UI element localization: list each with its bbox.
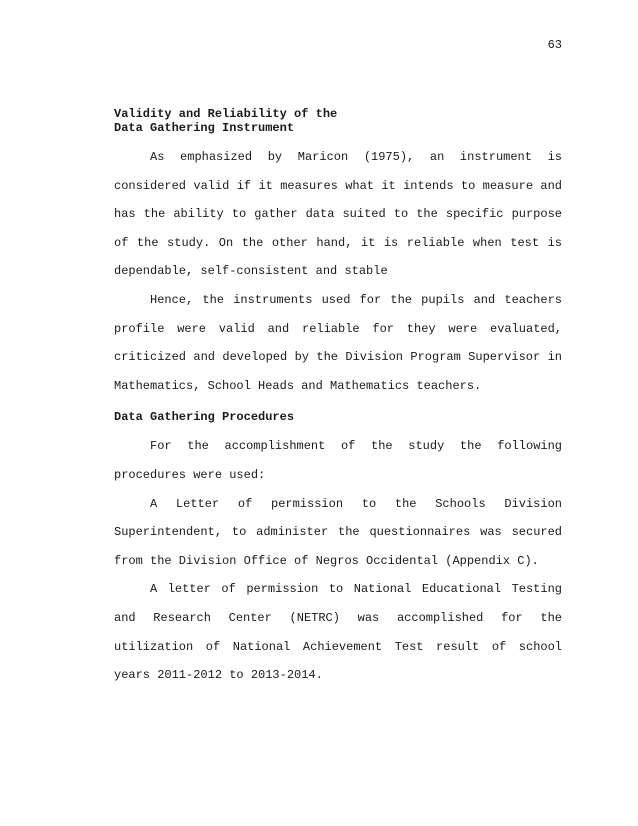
section-heading-procedures xyxy=(114,410,562,424)
paragraph: A Letter of permission to the Schools Division Superintendent, to administer the questionnaires was secured from the Division Office of Negros Occidental (Appendix C). xyxy=(114,496,562,568)
paragraph: As emphasized by Maricon (1975), an instrument is considered valid if it measures what it intends to measure and has the ability to gather data suited to the specific purpose of the study. On the other hand, it is reliable when test is dependable, self-consistent and stable xyxy=(114,150,562,279)
document-body xyxy=(114,107,562,690)
heading-line: Data Gathering Instrument xyxy=(114,121,295,135)
heading-line: Validity and Reliability of the xyxy=(114,107,338,121)
page-number: 63 xyxy=(547,38,562,52)
section-heading-validity xyxy=(114,107,562,135)
paragraph: Hence, the instruments used for the pupils and teachers profile were valid and reliable for they were evaluated, criticized and developed by the Division Program Supervisor in Mathematics, School Heads and Mathematics teachers. xyxy=(114,292,562,393)
paragraph: A letter of permission to National Educational Testing and Research Center (NETRC) was accomplished for the utilization of National Achievement Test result of school years 2011-2012 to 2013-2014. xyxy=(114,582,562,683)
paragraph: For the accomplishment of the study the following procedures were used: xyxy=(114,439,562,482)
heading-line: Data Gathering Procedures xyxy=(114,410,295,425)
